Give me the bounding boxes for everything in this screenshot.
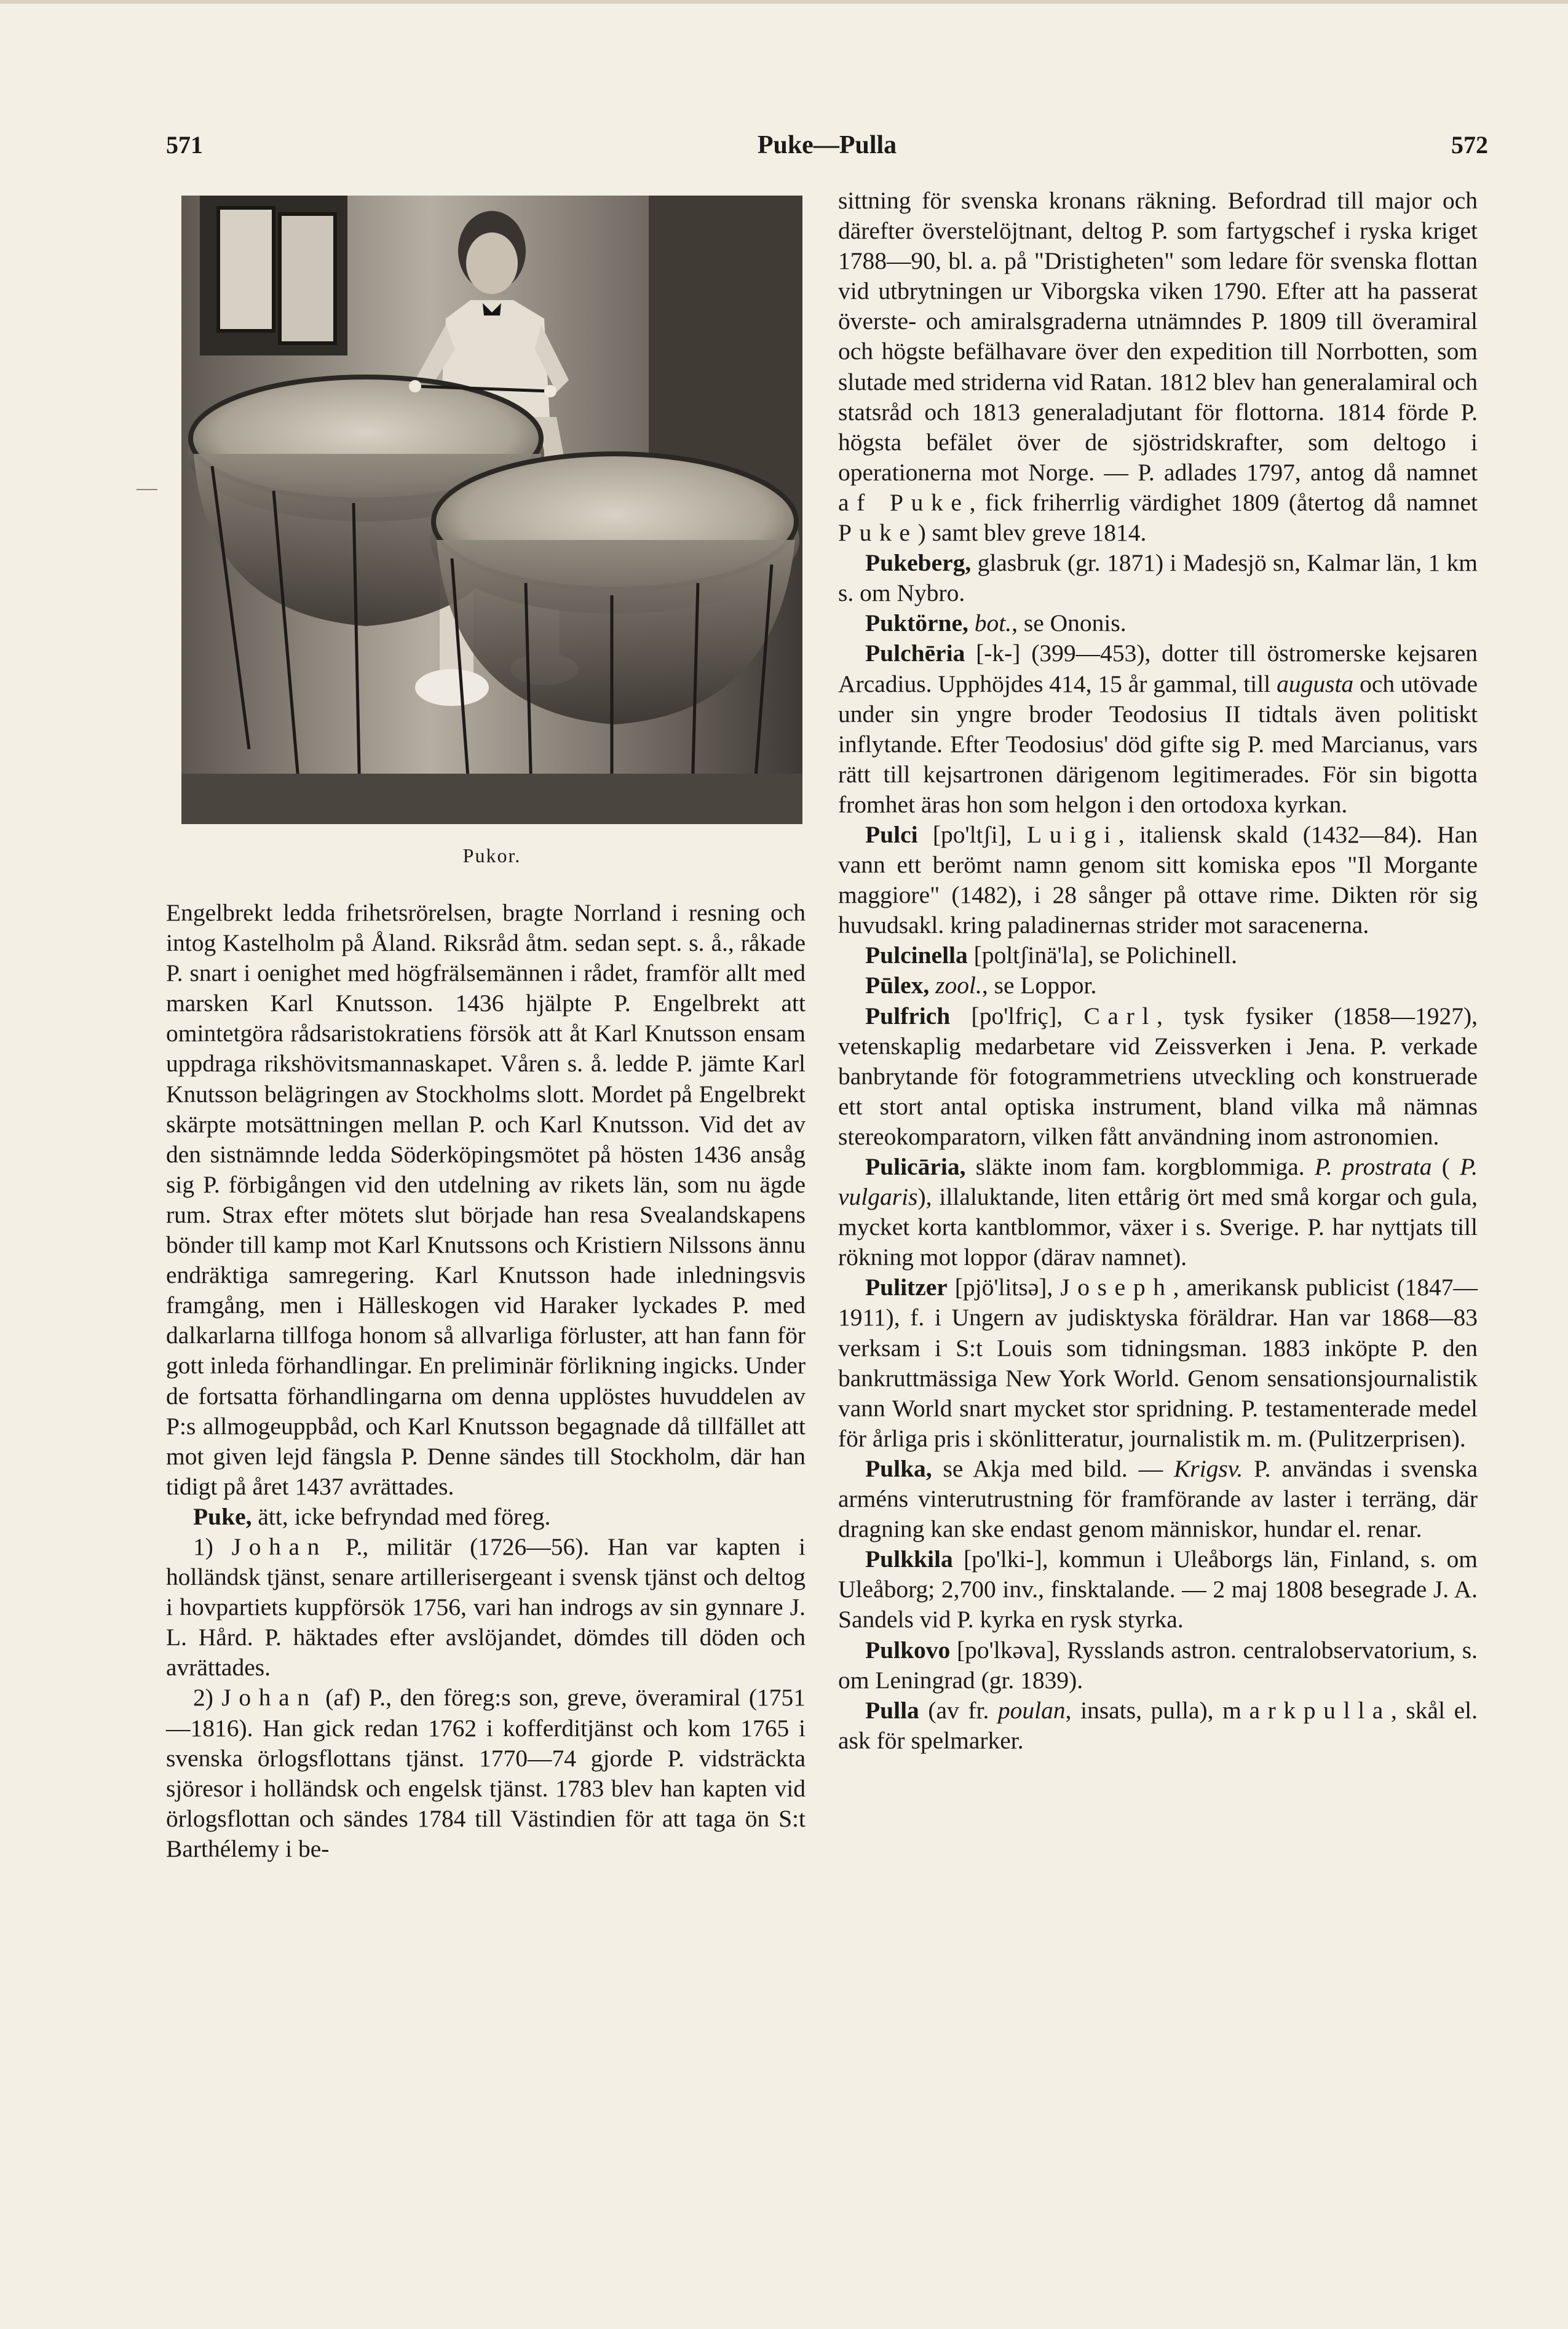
right-column <box>838 186 1478 1756</box>
text-segment: (av fr. <box>919 1696 998 1724</box>
text-segment: se Akja med bild. — <box>932 1454 1174 1482</box>
entry-pulci <box>838 820 1478 940</box>
headword-pulci: Pulci <box>865 820 918 848</box>
page-number-left: 571 <box>166 131 203 159</box>
entry-pulka <box>838 1454 1478 1544</box>
entry-puke <box>166 1502 806 1532</box>
entry-pulkovo <box>838 1635 1478 1696</box>
entry-pulicaria <box>838 1152 1478 1272</box>
spaced-name-luigi: Luigi <box>1027 820 1119 848</box>
entry-pulitzer <box>838 1272 1478 1454</box>
spaced-name-joseph: Joseph <box>1060 1274 1173 1301</box>
headword-puktorne: Puktörne, <box>865 609 968 637</box>
entry-pulex <box>838 970 1478 1001</box>
text-segment: [pjö'litsə], <box>947 1274 1061 1301</box>
italic-zool: zool. <box>929 972 982 999</box>
entry-johan-puke-2-text: (af) P., den föreg:s son, greve, överamiral (1751—1816). Han gick redan 1762 i kofferditjänst och kom 1765 i svenska örlogsflottans tjänst. 1770—74 gjorde P. vidsträckta sjöresor i holländsk och engelsk tjänst. 1783 blev han kapten vid örlogsflottan och sändes 1784 till Västindien för att taga ön S:t Barthélemy i be- <box>166 1684 806 1862</box>
headword-pukeberg: Pukeberg, <box>865 549 972 577</box>
text-segment: sittning för svenska kronans räkning. Befordrad till major och därefter överstelöjtnant, deltog P. som fartygschef i ryska kriget 1788—90, bl. a. på "Dristigheten" som ledare för svenska flottan vid utbrytningen ur Viborgska viken 1790. Efter att ha passerat överste- och amiralsgraderna utnämndes P. 1809 till överamiral och högste befälhavare över den expedition till Norrbotten, som slutade med striderna vid Ratan. 1812 blev han generalamiral och statsråd och 1813 generaladjutant för flottorna. 1814 förde P. högsta befälet över de sjöstridskrafter, som deltogo i operationerna mot Norge. — P. adlades 1797, antog då namnet <box>838 187 1478 486</box>
figure-caption: Pukor. <box>462 844 521 867</box>
entry-pulkkila <box>838 1544 1478 1635</box>
entry-johan-puke-1 <box>166 1532 806 1683</box>
paragraph-engelbrekt-continued: Engelbrekt ledda frihetsrörelsen, bragte Norrland i resning och intog Kastelholm på Åland. Riksråd åtm. sedan sept. s. å., råkade P. snart i oenighet med högfrälsemännen i rådet, framför allt med marsken Karl Knutsson. 1436 hjälpte P. Engelbrekt att omintetgöra rådsaristokratiens försök att åt Karl Knutsson ensam uppdraga rikshövitsmannaskapet. Våren s. å. ledde P. jämte Karl Knutsson belägringen av Stockholms slott. Mordet på Engelbrekt skärpte motsättningen mellan P. och Karl Knutsson. Vid det av den sistnämnde ledda Söderköpingsmötet på hösten 1436 ansåg sig P. förbigången vid den utdelning av rikets län, som nu ägde rum. Strax efter mötets slut började han resa Svealandskapens bönder till kamp mot Karl Knutssons och Kristiern Nilssons ännu endräktiga samregering. Karl Knutsson hade inledningsvis framgång, men i Hälleskogen vid Haraker lyckades P. med dalkarlarna tillfoga honom så allvarliga förluster, att han fann för gott inleda förhandlingar. En preliminär förlikning ingicks. Under de fortsatta förhandlingarna om denna upplöstes huvuddelen av P:s allmogeuppbåd, och Karl Knutsson begagnade då tillfället att mot given lejd fängsla P. Denne sändes till Stockholm, där han tidigt på året 1437 avrättades. <box>166 899 806 1500</box>
entry-puke-text: ätt, icke befryndad med föreg. <box>251 1502 551 1530</box>
text-segment: ) samt blev greve 1814. <box>917 519 1147 547</box>
headword-pulcheria: Pulchēria <box>865 640 965 667</box>
text-segment: , skål el. ask för spelmarker. <box>838 1696 1478 1754</box>
spaced-name-carl: Carl <box>1083 1002 1157 1030</box>
text-segment: ( <box>1431 1153 1460 1180</box>
entry-johan-puke-1-text: P., militär (1726—56). Han var kapten i holländsk tjänst, senare artillerisergeant i svensk tjänst och deltog i hovpartiets kuppförsök 1756, vari han indrogs av sin gynnare J. L. Hård. P. häktades efter avslöjandet, dömdes till döden och avrättades. <box>166 1533 806 1681</box>
headword-pulicaria: Pulicāria, <box>865 1153 966 1180</box>
margin-mark <box>137 489 157 490</box>
text-segment: P. användas i svenska arméns vinterutrustning för framförande av laster i terräng, där dragning kan ske endast genom människor, hundar el. renar. <box>838 1454 1478 1543</box>
text-segment: , insats, pulla), <box>1065 1696 1223 1724</box>
entry-pulla <box>838 1696 1478 1756</box>
entry-pulkkila-text: [po'lki-], kommun i Uleåborgs län, Finland, s. om Uleåborg; 2,700 inv., finsktalande. — 2 maj 1808 besegrade J. A. Sandels vid P. kyrka en rysk styrka. <box>838 1545 1478 1633</box>
entry-pulcheria <box>838 638 1478 820</box>
italic-bot: bot. <box>968 609 1012 637</box>
entry-number-1: 1) <box>193 1533 232 1560</box>
running-title: Puke—Pulla <box>757 131 897 159</box>
headword-pulcinella: Pulcinella <box>865 942 968 969</box>
text-segment: ), illaluktande, liten ettårig ört med små korgar och gula, mycket korta kantblommor, växer i s. Sverige. P. har nyttjats till rökning mot loppor (därav namnet). <box>838 1183 1478 1271</box>
headword-pulka: Pulka, <box>865 1454 932 1482</box>
text-segment: släkte inom fam. korgblommiga. <box>965 1153 1315 1180</box>
headword-pulitzer: Pulitzer <box>865 1274 948 1301</box>
entry-pulex-text: , se Loppor. <box>981 972 1097 999</box>
text-segment: [-k-] (399—453), dotter till östromerske kejsaren Arcadius. Upphöjdes 414, 15 år gammal, till <box>838 640 1478 697</box>
entry-pukeberg <box>838 548 1478 608</box>
entry-pukeberg-text: glasbruk (gr. 1871) i Madesjö sn, Kalmar län, 1 km s. om Nybro. <box>838 549 1478 607</box>
page-top-edge <box>0 0 1568 4</box>
italic-krigsv: Krigsv. <box>1173 1454 1243 1482</box>
text-segment: , amerikansk publicist (1847—1911), f. i Ungern av judisktyska föräldrar. Han var 1868—83 verksam i S:t Louis som tidningsman. 1883 inköpte P. den bankruttmässiga New York World. Genom sensationsjournalistik vann World snart mycket stor spridning. P. testamenterade medel för årliga pris i skönlitteratur, journalistik m. m. (Pulitzerprisen). <box>838 1274 1478 1452</box>
spaced-name-af-puke: af Puke <box>838 488 970 516</box>
italic-poulan: poulan <box>997 1696 1066 1724</box>
text-segment: [po'ltʃi], <box>917 820 1028 848</box>
page-header <box>166 130 1488 167</box>
headword-puke: Puke, <box>193 1502 252 1530</box>
entry-pulcinella-text: [poltʃinä'la], se Polichinell. <box>967 942 1238 969</box>
headword-pulex: Pūlex, <box>865 972 930 999</box>
text-segment: , fick friherrlig värdighet 1809 (återtog då namnet <box>969 488 1478 516</box>
spaced-name-johan-2: Johan <box>221 1684 317 1712</box>
entry-pulkovo-text: [po'lkəva], Rysslands astron. centralobservatorium, s. om Leningrad (gr. 1839). <box>838 1636 1478 1694</box>
left-column <box>166 898 806 1864</box>
text-segment: , tysk fysiker (1858—1927), vetenskaplig medarbetare vid Zeissverken i Jena. P. verkade banbrytande för fotogrammetriens utveckling och konstruerade ett stort antal optiska instrument, bland vilka må nämnas stereokomparatorn, vilken fått användning inom astronomien. <box>838 1002 1478 1150</box>
text-segment: [po'lfriç], <box>950 1002 1084 1030</box>
headword-pulkkila: Pulkkila <box>865 1545 953 1573</box>
italic-augusta: augusta <box>1277 670 1354 697</box>
entry-puktorne <box>838 608 1478 638</box>
paragraph-johan-puke-continued <box>838 186 1478 548</box>
headword-pulfrich: Pulfrich <box>865 1002 951 1030</box>
spaced-name-johan-1: Johan <box>231 1533 328 1560</box>
spaced-name-markpulla: markpulla <box>1222 1696 1391 1724</box>
entry-number-2: 2) <box>193 1684 222 1712</box>
spaced-name-puke: Puke <box>838 519 918 547</box>
entry-puktorne-text: , se Ononis. <box>1012 609 1127 637</box>
headword-pulla: Pulla <box>865 1696 919 1724</box>
text-segment: och utövade under sin yngre broder Teodosius II tidtals även politiskt inflytande. Efter Teodosius' död gifte sig P. med Marcianus, vars rätt till kejsartronen därigenom legitimerades. För sin bigotta fromhet äras hon som helgon i den ortodoxa kyrkan. <box>838 670 1478 818</box>
headword-pulkovo: Pulkovo <box>865 1636 951 1664</box>
figure-photo-timpani-player <box>181 196 802 824</box>
italic-p-vulgaris: P. vulgaris <box>838 1153 1478 1211</box>
photo-illustration <box>181 196 802 824</box>
page-number-right: 572 <box>1451 131 1488 159</box>
italic-p-prostrata: P. prostrata <box>1314 1153 1432 1180</box>
entry-pulfrich <box>838 1001 1478 1152</box>
entry-johan-puke-2 <box>166 1683 806 1864</box>
entry-pulcinella <box>838 940 1478 970</box>
text-segment: , italiensk skald (1432—84). Han vann ett berömt namn genom sitt komiska epos "Il Morgante maggiore" (1482), i 28 sånger på ottave rime. Dikten rör sig huvudsakl. kring paladinernas strider mot saracenerna. <box>838 820 1478 939</box>
